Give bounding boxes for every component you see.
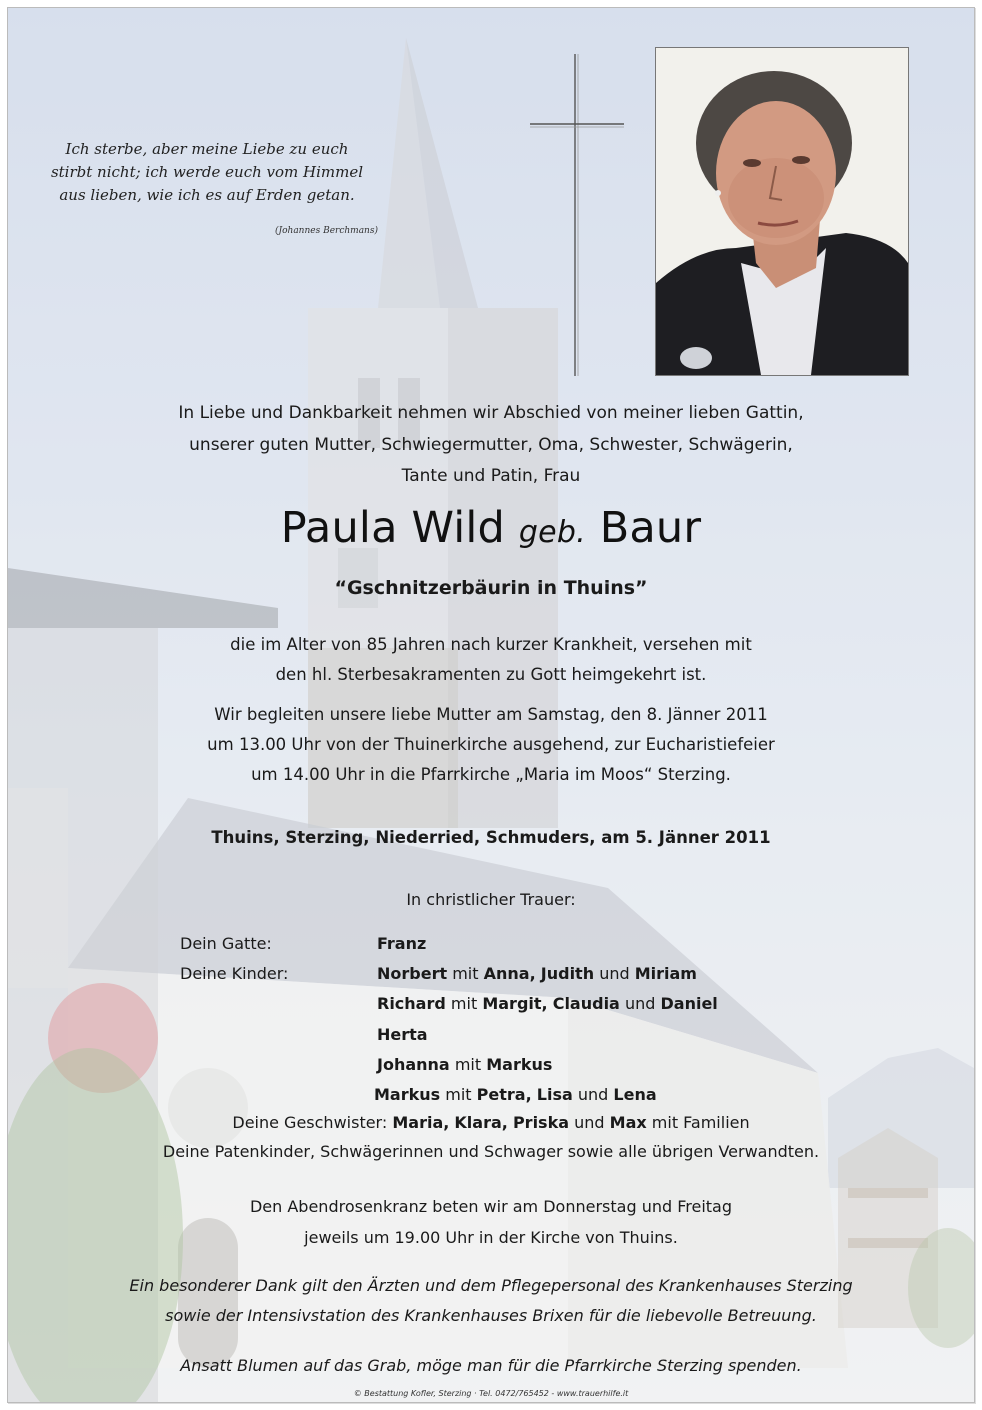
cross-icon — [530, 54, 624, 376]
child-row — [374, 1080, 657, 1111]
passing-text — [8, 630, 974, 690]
sibling-name: Max — [609, 1113, 647, 1132]
geb-label: geb. — [518, 515, 586, 550]
partner-name: Petra, — [476, 1085, 532, 1104]
partner-name: Anna, — [483, 964, 536, 983]
portrait-photo — [655, 47, 909, 376]
spouse-name — [377, 929, 426, 960]
spouse-label: Dein Gatte: — [180, 934, 272, 953]
mourning-heading: In christlicher Trauer: — [406, 890, 576, 909]
intro-line: Tante und Patin, Frau — [401, 466, 581, 486]
other-relatives-line: Deine Patenkinder, Schwägerinnen und Schwager sowie alle übrigen Verwandten. — [162, 1142, 820, 1161]
deceased-name — [8, 500, 974, 561]
rosary-text — [8, 1192, 974, 1253]
intro-line: In Liebe und Dankbarkeit nehmen wir Abschied von meiner lieben Gattin, — [178, 403, 804, 423]
siblings-families: mit Familien — [651, 1113, 750, 1132]
connector-word: mit — [445, 1085, 472, 1104]
thanks-line: sowie der Intensivstation des Krankenhauses Brixen für die liebevolle Betreuung. — [165, 1306, 817, 1325]
connector-word: und — [574, 1113, 605, 1132]
funeral-text — [8, 700, 974, 790]
child-name: Norbert — [377, 964, 448, 983]
connector-word: und — [599, 964, 630, 983]
child-row — [377, 1050, 552, 1081]
child-row — [377, 959, 697, 990]
children-label: Deine Kinder: — [180, 964, 289, 983]
quote-line: aus lieben, wie ich es auf Erden getan. — [59, 186, 355, 204]
funeral-line: um 14.00 Uhr in die Pfarrkirche „Maria im Moos“ Sterzing. — [251, 765, 731, 784]
funeral-home-footer: © Bestattung Kofler, Sterzing · Tel. 0472/765452 - www.trauerhilfe.it — [353, 1389, 629, 1398]
memorial-quote — [26, 138, 388, 207]
deceased-first-name: Paula Wild — [280, 503, 506, 553]
funeral-line: Wir begleiten unsere liebe Mutter am Samstag, den 8. Jänner 2011 — [214, 705, 768, 724]
grandchild-name: Claudia — [552, 994, 620, 1013]
quote-line: stirbt nicht; ich werde euch vom Himmel — [50, 163, 364, 181]
portrait-image — [656, 48, 908, 375]
partner-name: Margit, — [482, 994, 548, 1013]
grandchild-name: Daniel — [660, 994, 718, 1013]
spouse-first-name: Franz — [377, 934, 427, 953]
child-name: Markus — [374, 1085, 441, 1104]
connector-word: mit — [454, 1055, 482, 1074]
intro-line: unserer guten Mutter, Schwiegermutter, Oma, Schwester, Schwägerin, — [189, 434, 793, 455]
child-name: Richard — [377, 994, 446, 1013]
quote-line: Ich sterbe, aber meine Liebe zu euch — [65, 140, 349, 158]
siblings-line — [8, 1108, 974, 1137]
deceased-maiden-name: Baur — [599, 503, 702, 553]
grandchild-name: Lena — [613, 1085, 657, 1104]
connector-word: und — [577, 1085, 609, 1104]
connector-word: mit — [452, 964, 479, 983]
sibling-name: Klara, — [454, 1113, 508, 1132]
grandchild-name: Judith — [540, 964, 595, 983]
rosary-line: Den Abendrosenkranz beten wir am Donnerstag und Freitag — [249, 1197, 733, 1216]
connector-word: mit — [450, 994, 478, 1013]
obituary-frame — [7, 7, 975, 1403]
sibling-name: Maria, — [392, 1113, 450, 1132]
child-row — [377, 989, 718, 1020]
thanks-line: Ein besonderer Dank gilt den Ärzten und dem Pflegepersonal des Krankenhauses Sterzing — [129, 1276, 853, 1295]
deceased-nickname: “Gschnitzerbäurin in Thuins” — [334, 577, 648, 599]
thanks-text — [8, 1271, 974, 1331]
child-name: Herta — [377, 1025, 428, 1044]
quote-source: (Johannes Berchmans) — [274, 226, 378, 236]
grandchild-name: Lisa — [536, 1085, 573, 1104]
siblings-and-relatives — [8, 1108, 974, 1166]
grandchild-name: Miriam — [634, 964, 697, 983]
sibling-name: Priska — [512, 1113, 570, 1132]
partner-name: Markus — [486, 1055, 553, 1074]
rosary-line: jeweils um 19.00 Uhr in der Kirche von Thuins. — [304, 1227, 678, 1247]
connector-word: und — [624, 994, 656, 1013]
siblings-label: Deine Geschwister: — [232, 1113, 388, 1132]
child-row — [377, 1020, 428, 1051]
place-and-date: Thuins, Sterzing, Niederried, Schmuders, am 5. Jänner 2011 — [211, 828, 771, 847]
funeral-line: um 13.00 Uhr von der Thuinerkirche ausgehend, zur Eucharistiefeier — [207, 735, 775, 754]
passing-line: den hl. Sterbesakramenten zu Gott heimgekehrt ist. — [275, 665, 707, 684]
flowers-note: Ansatt Blumen auf das Grab, möge man für die Pfarrkirche Sterzing spenden. — [180, 1356, 802, 1375]
child-name: Johanna — [377, 1055, 450, 1074]
passing-line: die im Alter von 85 Jahren nach kurzer Krankheit, versehen mit — [230, 635, 752, 654]
intro-text — [8, 398, 974, 493]
